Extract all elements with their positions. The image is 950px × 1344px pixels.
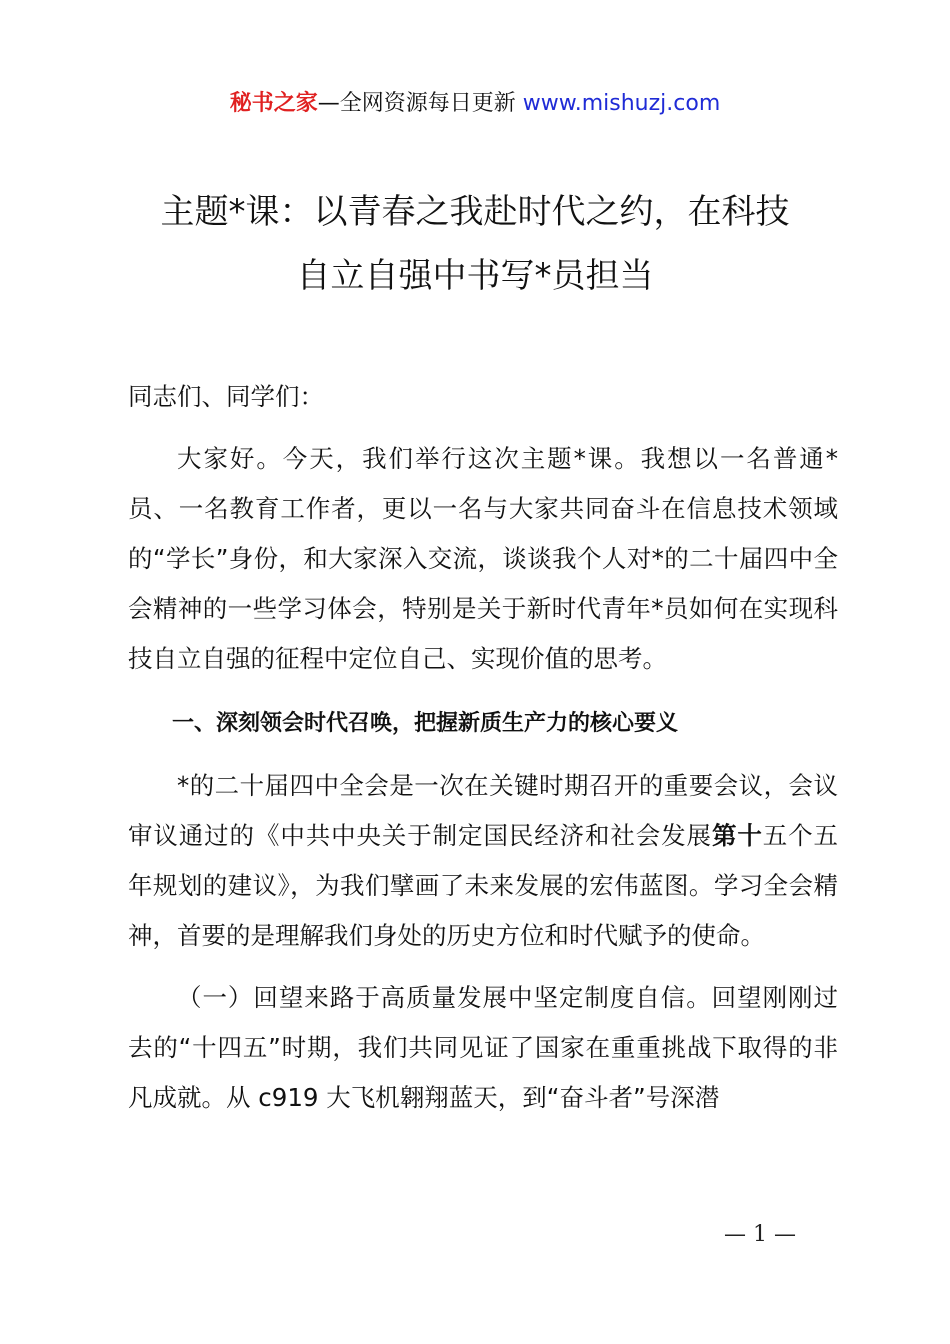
site-brand: 秘书之家 bbox=[229, 91, 318, 116]
paragraph-plenum bbox=[128, 761, 838, 961]
site-tagline: —全网资源每日更新 bbox=[317, 91, 523, 116]
paragraph-plenum-text-b: 五个五年规划的建议》，为我们擘画了未来发展的宏伟蓝图。学习全会精神，首要的是理解我们身处的历史方位和时代赋予的使命。 bbox=[128, 821, 839, 950]
page-number: — 1 — bbox=[724, 1222, 796, 1247]
paragraph-intro: 大家好。今天，我们举行这次主题*课。我想以一名普通*员、一名教育工作者，更以一名与大家共同奋斗在信息技术领域的“学长”身份，和大家深入交流，谈谈我个人对*的二十届四中全会精神的一些学习体会，特别是关于新时代青年*员如何在实现科技自立自强的征程中定位自己、实现价值的思考。 bbox=[128, 444, 838, 673]
site-url-link[interactable]: www.mishuzj.com bbox=[522, 91, 721, 116]
section-heading-1: 一、深刻领会时代召唤，把握新质生产力的核心要义 bbox=[172, 711, 679, 736]
paragraph-plenum-text-a: *的二十届四中全会是一次在关键时期召开的重要会议，会议审议通过的《中共中央关于制定国民经济和社会发展 bbox=[128, 771, 838, 850]
title-line-2: 自立自强中书写*员担当 bbox=[296, 256, 654, 296]
paragraph-review: （一）回望来路于高质量发展中坚定制度自信。回望刚刚过去的“十四五”时期，我们共同见证了国家在重重挑战下取得的非凡成就。从 c919 大飞机翱翔蓝天，到“奋斗者”号深潜 bbox=[128, 983, 838, 1112]
title-line-1: 主题*课：以青春之我赴时代之约，在科技 bbox=[160, 192, 790, 232]
paragraph-plenum-bold: 第十 bbox=[711, 821, 763, 850]
document-body bbox=[128, 372, 838, 1123]
site-banner bbox=[0, 88, 950, 120]
salutation: 同志们、同学们： bbox=[128, 382, 324, 411]
document-title bbox=[0, 180, 950, 308]
